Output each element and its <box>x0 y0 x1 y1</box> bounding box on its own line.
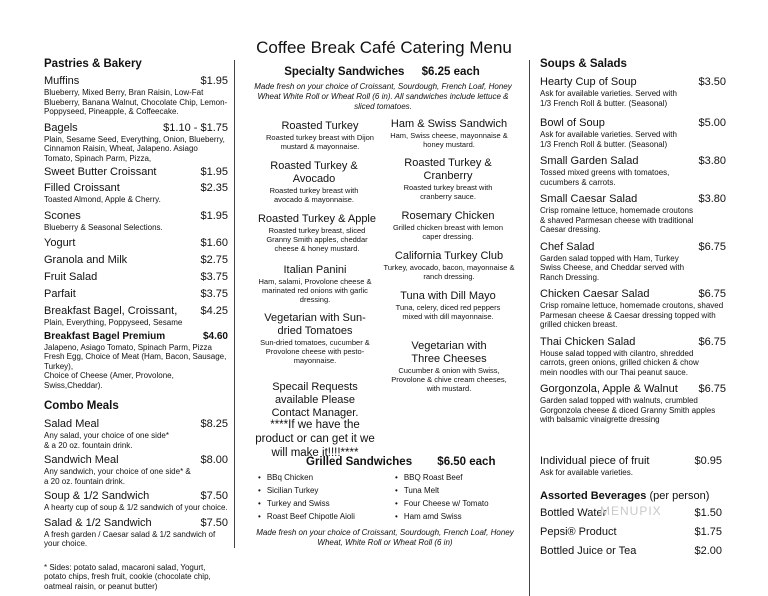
sandwich-name: Roasted Turkey & Apple <box>257 213 376 225</box>
item-desc: Ask for available varieties. Served with 1/3 French Roll & butter. (Seasonal) <box>540 89 677 108</box>
menu-item <box>44 490 228 513</box>
item-price: $6.75 <box>698 383 726 395</box>
menu-title: Coffee Break Café Catering Menu <box>256 38 512 57</box>
menu-item <box>44 237 228 250</box>
sandwich-item <box>382 250 516 281</box>
item-desc: Garden salad topped with walnuts, crumbled Gorgonzola cheese & diced Granny Smith apples with balsamic vinaigrette dressing <box>540 396 716 424</box>
divider-left <box>234 60 235 548</box>
item-name: Breakfast Bagel Premium <box>44 330 166 342</box>
sandwich-item <box>392 210 504 241</box>
item-price: $7.50 <box>200 516 228 529</box>
specialty-intro: Made fresh on your choice of Croissant, Sourdough, French Loaf, Honey Wheat White Roll or Wheat Roll (6 in). All sandwiches include lettuce & sliced tomatoes. <box>254 82 512 111</box>
item-price: $2.35 <box>200 182 228 194</box>
item-name: Thai Chicken Salad <box>540 335 636 348</box>
specialty-price: $6.25 each <box>421 66 480 78</box>
menu-item <box>44 254 228 267</box>
item-name: Chicken Caesar Salad <box>540 288 650 300</box>
item-price: $8.00 <box>200 454 228 466</box>
sandwich-item <box>252 120 388 151</box>
item-desc: Toasted Almond, Apple & Cherry. <box>44 195 161 204</box>
menu-item <box>540 288 726 330</box>
item-price: $1.95 <box>200 166 228 178</box>
menu-item <box>540 117 726 149</box>
item-price: $1.60 <box>200 237 228 249</box>
item-name: Bottled Juice or Tea <box>540 545 637 557</box>
menu-item <box>44 517 228 549</box>
item-name: Salad Meal <box>44 418 100 430</box>
item-desc: A fresh garden / Caesar salad & 1/2 sandwich of your choice. <box>44 529 216 548</box>
grilled-price: $6.50 each <box>437 456 496 468</box>
item-price: $3.75 <box>200 288 228 300</box>
item-desc: Jalapeno, Asiago Tomato, Spinach Parm, Pizza <box>44 342 212 352</box>
menu-item <box>540 241 726 283</box>
item-price: $7.50 <box>200 490 228 502</box>
sandwich-name: Italian Panini <box>283 264 347 276</box>
sandwich-desc: Roasted turkey breast with cranberry sauce. <box>403 183 493 201</box>
watermark: MENUPIX <box>600 504 662 518</box>
beverages-heading <box>540 490 730 502</box>
item-desc: Blueberry & Seasonal Selections. <box>44 222 163 232</box>
grilled-intro: Made fresh on your choice of Croissant, Sourdough, French Loaf, Honey Wheat, White Roll or Wheat Roll (6 in) <box>256 528 514 547</box>
item-name: Soup & 1/2 Sandwich <box>44 490 150 502</box>
sandwich-name: Roasted Turkey <box>281 120 359 132</box>
grilled-item: • Tuna Melt <box>395 484 525 497</box>
item-desc: Fresh Egg, Choice of Meat (Ham, Bacon, Sausage, Turkey), <box>44 352 227 371</box>
beverages-sub: (per person) <box>649 490 710 502</box>
item-desc: Choice of Cheese (Amer, Provolone, Swiss,Cheddar). <box>44 371 174 390</box>
grilled-item: • Ham amd Swiss <box>395 510 525 523</box>
item-name: Small Garden Salad <box>540 155 639 167</box>
menu-item-premium <box>44 330 228 391</box>
grilled-item: • Turkey and Swiss <box>258 497 388 510</box>
sandwich-item <box>392 157 504 201</box>
grilled-item: • Roast Beef Chipotle Aioli <box>258 510 388 523</box>
item-desc: House salad topped with cilantro, shredded carrots, green onions, grilled chicken & chow mein noodles with our Thai peanut sauce. <box>540 348 699 377</box>
soups-heading: Soups & Salads <box>540 58 627 70</box>
item-name: Hearty Cup of Soup <box>540 76 637 88</box>
item-price: $6.75 <box>698 288 726 300</box>
sandwich-desc: Turkey, avocado, bacon, mayonnaise & ranch dressing. <box>383 263 515 281</box>
item-price: $3.75 <box>200 271 228 283</box>
item-name: Yogurt <box>44 237 76 249</box>
item-name: Granola and Milk <box>44 254 128 266</box>
item-name: Muffins <box>44 75 80 87</box>
menu-item <box>540 155 726 187</box>
item-name: Filled Croissant <box>44 182 120 194</box>
item-price: $8.25 <box>200 418 228 430</box>
sandwich-name: Roasted Turkey & Cranberry <box>404 157 492 182</box>
menu-item <box>44 305 228 328</box>
sandwich-item <box>256 312 374 365</box>
menu-item <box>540 193 726 235</box>
item-price: $1.95 <box>200 75 228 87</box>
divider-right <box>529 60 530 596</box>
special-note: ****If we have the product or can get it we will make it!!!!**** <box>255 419 375 459</box>
sandwich-desc: Tuna, celery, diced red peppers mixed with dill mayonnaise. <box>395 303 501 321</box>
right-column <box>540 58 726 425</box>
menu-item <box>44 454 228 486</box>
grilled-item: • Sicilian Turkey <box>258 484 388 497</box>
sandwich-item <box>384 118 514 149</box>
sandwich-desc: Ham, salami, Provolone cheese & marinated red onions with garlic dressing. <box>258 277 372 304</box>
item-name: Sweet Butter Croissant <box>44 166 157 178</box>
item-name: Pepsi® Product <box>540 526 617 538</box>
item-desc: Tossed mixed greens with tomatoes, cucumbers & carrots. <box>540 168 670 187</box>
sandwich-name: Vegetarian with Sun-dried Tomatoes <box>264 312 366 337</box>
item-desc: Crisp romaine lettuce, homemade croutons & shaved Parmesan cheese with traditional Caesar dressing. <box>540 206 694 234</box>
item-name: Salad & 1/2 Sandwich <box>44 516 152 529</box>
item-name: Bottled Water <box>540 507 607 519</box>
grilled-item: • Four Cheese w/ Tomato <box>395 497 525 510</box>
item-desc: Any sandwich, your choice of one side* & a 20 oz. fountain drink. <box>44 467 191 486</box>
item-desc: A hearty cup of soup & 1/2 sandwich of your choice. <box>44 503 228 512</box>
sandwich-name: Tuna with Dill Mayo <box>400 290 496 302</box>
item-name: Bagels <box>44 121 78 134</box>
item-desc: Ask for available varieties. Served with 1/3 French Roll & butter. (Seasonal) <box>540 130 677 149</box>
menu-item <box>44 166 228 179</box>
item-price: $2.00 <box>694 545 722 557</box>
item-name: Gorgonzola, Apple & Walnut <box>540 383 678 395</box>
item-desc: Crisp romaine lettuce, homemade croutons, shaved Parmesan cheese & Caesar dressing topped with grilled chicken breast. <box>540 301 724 329</box>
sandwich-item <box>262 160 366 204</box>
beverages-title: Assorted Beverages <box>540 490 647 502</box>
item-name: Scones <box>44 209 81 222</box>
item-price: $5.00 <box>698 117 726 129</box>
pastries-heading: Pastries & Bakery <box>44 58 142 70</box>
item-price: $3.80 <box>698 155 726 167</box>
item-price: $1.75 <box>694 526 722 538</box>
item-name: Chef Salad <box>540 240 595 253</box>
item-name: Sandwich Meal <box>44 454 119 466</box>
combo-heading: Combo Meals <box>44 400 119 412</box>
sandwich-name: Vegetarian with Three Cheeses <box>411 340 487 365</box>
grilled-list-right <box>395 471 525 523</box>
menu-item <box>540 76 726 108</box>
item-desc: Plain, Sesame Seed, Everything, Onion, Blueberry, Cinnamon Raisin, Wheat, Jalapeno. Asiago Tomato, Spinach Parm, Pizza, <box>44 134 225 163</box>
item-name: Breakfast Bagel, Croissant, <box>44 305 178 317</box>
item-price: $1.10 - $1.75 <box>163 121 228 134</box>
menu-item <box>44 182 228 205</box>
item-price: $1.50 <box>694 507 722 519</box>
item-desc: Plain, Everything, Poppyseed, Sesame <box>44 318 183 327</box>
item-desc: Garden salad topped with Ham, Turkey Swiss Cheese, and Cheddar served with Ranch Dressing. <box>540 253 685 282</box>
sandwich-desc: Cucumber & onion with Swiss, Provolone & chive cream cheeses, with mustard. <box>391 366 507 393</box>
item-name: Parfait <box>44 288 76 300</box>
item-name: Fruit Salad <box>44 271 98 283</box>
item-desc: Any salad, your choice of one side* & a 20 oz. fountain drink. <box>44 431 169 450</box>
sandwich-desc: Grilled chicken breast with lemon caper dressing. <box>392 223 504 241</box>
menu-item <box>44 122 228 164</box>
menu-item <box>44 271 228 284</box>
item-price: $2.75 <box>200 254 228 266</box>
specialty-title: Specialty Sandwiches <box>284 66 405 78</box>
item-price: $6.75 <box>698 240 726 253</box>
menu-item <box>44 210 228 233</box>
item-price: $3.50 <box>698 76 726 88</box>
fruit-item <box>540 455 722 478</box>
item-price: $1.95 <box>200 209 228 222</box>
menu-item <box>540 336 726 378</box>
item-price: $6.75 <box>698 335 726 348</box>
grilled-item: • BBq Chicken <box>258 471 388 484</box>
item-name: Individual piece of fruit <box>540 455 650 467</box>
special-requests: Specail Requests available Please Contact Manager. <box>271 381 359 419</box>
sandwich-name: Roasted Turkey & Avocado <box>270 160 358 185</box>
sandwich-item <box>384 340 514 393</box>
item-price: $0.95 <box>694 455 722 467</box>
item-price: $4.25 <box>200 305 228 317</box>
sandwich-name: Ham & Swiss Sandwich <box>390 118 508 130</box>
menu-item <box>44 288 228 301</box>
grilled-list-left <box>258 471 388 523</box>
item-price: $3.80 <box>698 193 726 205</box>
item-desc: Ask for available varieties. <box>540 468 633 477</box>
item-name: Small Caesar Salad <box>540 193 638 205</box>
grilled-heading <box>306 456 506 468</box>
sandwich-desc: Sun-dried tomatoes, cucumber & Provolone cheese with pesto-mayonnaise. <box>260 338 370 365</box>
item-desc: Blueberry, Mixed Berry, Bran Raisin, Low-Fat Blueberry, Banana Walnut, Chocolate Chip, Lemon-Poppyseed, Pineapple, & Coffeecake. <box>44 88 228 116</box>
sandwich-name: Rosemary Chicken <box>401 210 495 222</box>
item-price: $4.60 <box>202 330 228 342</box>
menu-item <box>44 418 228 450</box>
sandwich-desc: Roasted turkey breast with Dijon mustard & mayonnaise. <box>266 133 374 151</box>
specialty-heading <box>240 66 524 78</box>
menu-item <box>44 75 228 117</box>
sandwich-desc: Roasted turkey breast with avocado & mayonnaise. <box>269 186 359 204</box>
sandwich-item <box>392 290 504 321</box>
sandwich-item <box>256 264 374 304</box>
grilled-item: • BBQ Roast Beef <box>395 471 525 484</box>
sandwich-desc: Roasted turkey breast, sliced Granny Smith apples, cheddar cheese & honey mustard. <box>266 226 368 253</box>
sides-note: * Sides: potato salad, macaroni salad, Yogurt, potato chips, fresh fruit, cookie (chocolate chip, oatmeal raisin, or peanut butter) <box>44 562 211 591</box>
sandwich-desc: Ham, Swiss cheese, mayonnaise & honey mustard. <box>390 131 508 149</box>
menu-item <box>540 383 726 425</box>
sandwich-name: California Turkey Club <box>394 250 504 262</box>
grilled-title: Grilled Sandwiches <box>306 456 413 468</box>
left-column <box>44 58 228 591</box>
item-name: Bowl of Soup <box>540 117 605 129</box>
sandwich-item <box>256 213 378 253</box>
